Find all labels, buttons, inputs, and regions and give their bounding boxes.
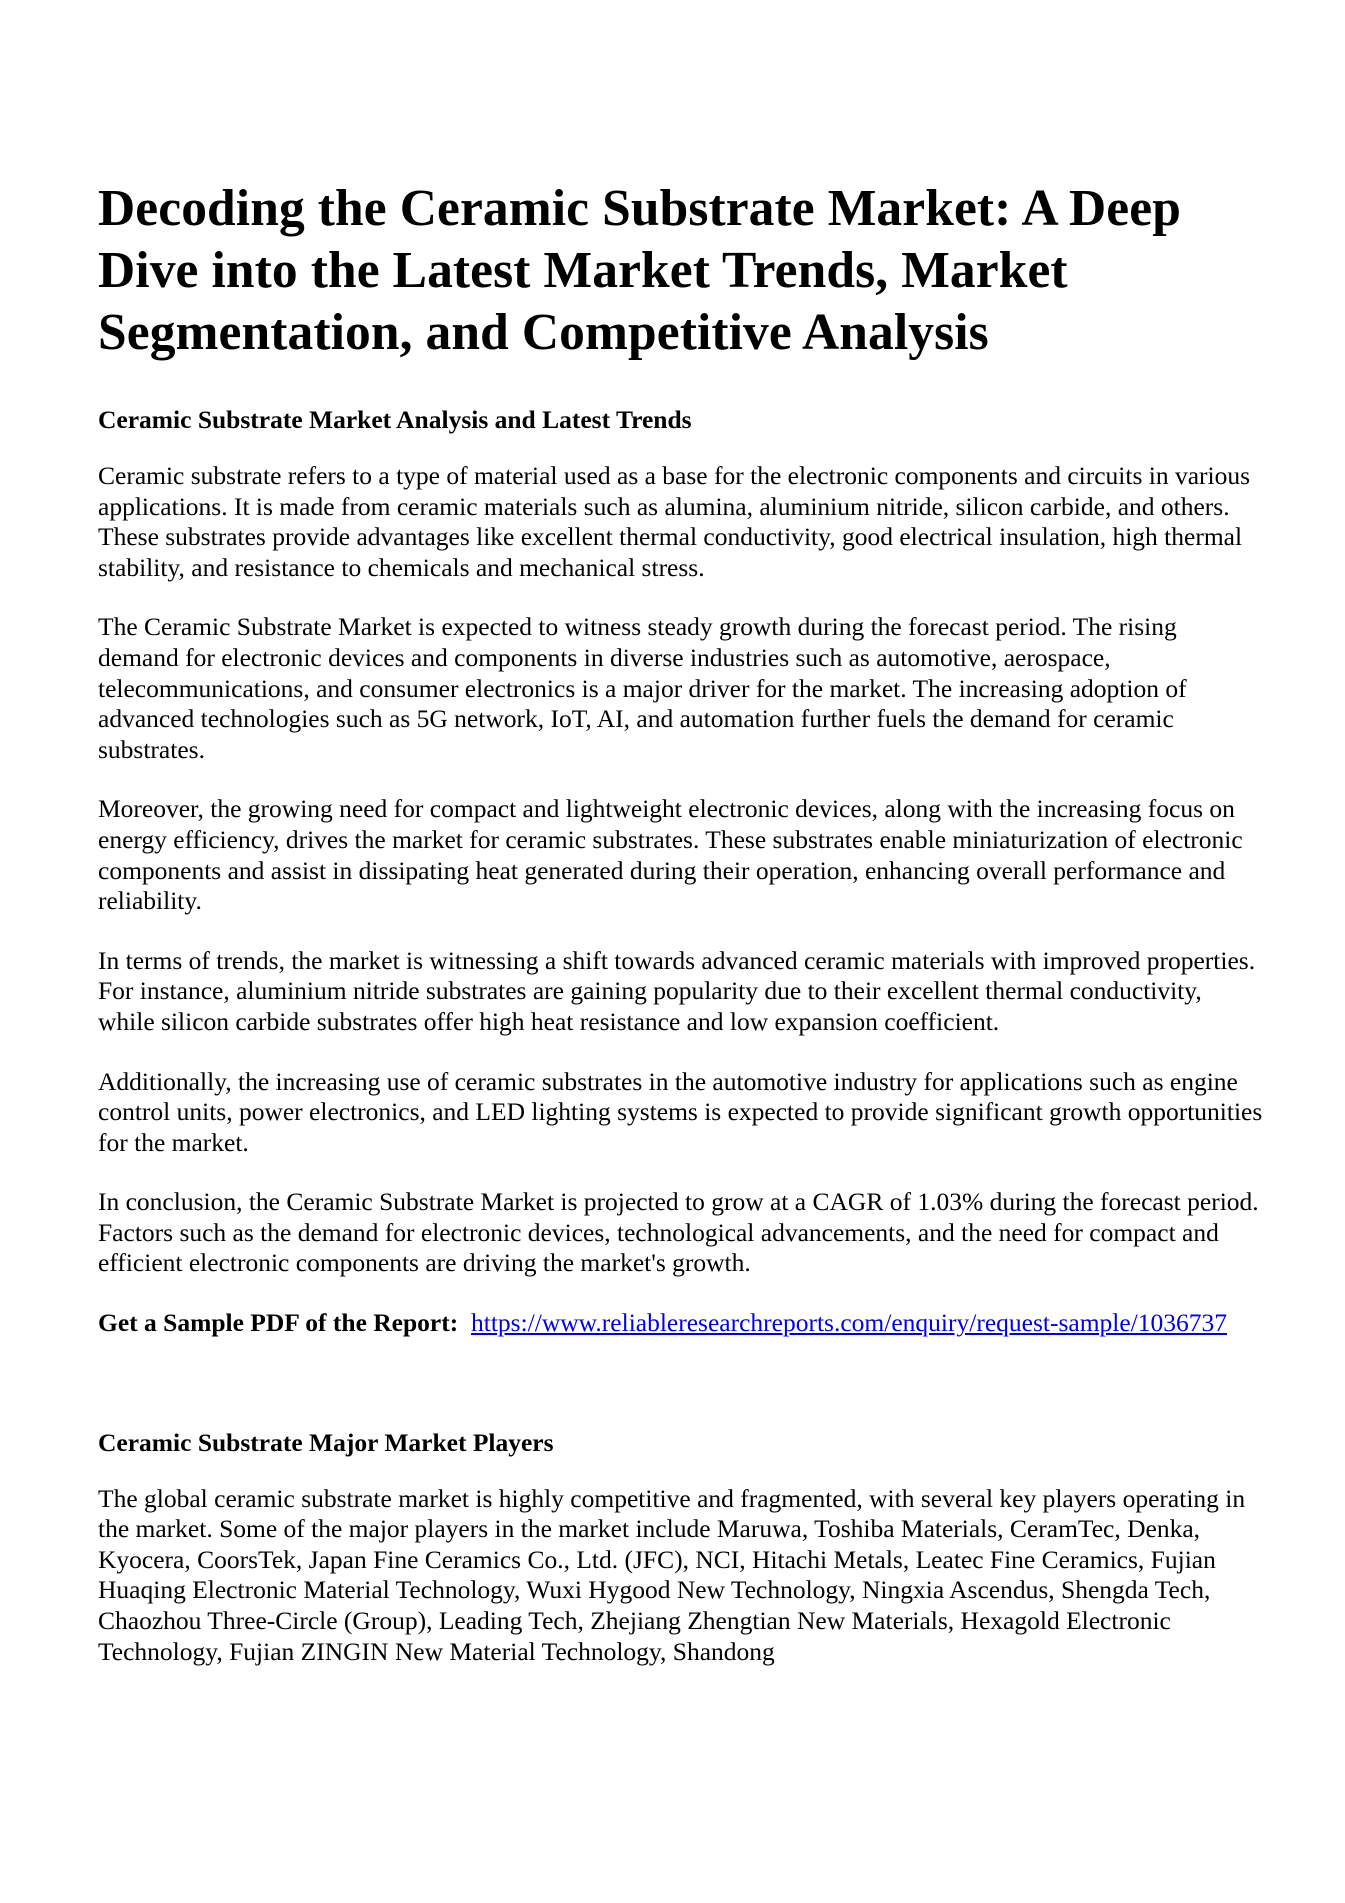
document-page (98, 178, 1263, 1696)
paragraph: Additionally, the increasing use of ceramic substrates in the automotive industry for applications such as engine control units, power electronics, and LED lighting systems is expected to provide significant growth opportunities for the market. (98, 1066, 1263, 1157)
page-title: Decoding the Ceramic Substrate Market: A Deep Dive into the Latest Market Trends, Market Segmentation, and Competitive Analysis (98, 180, 1181, 361)
paragraph: Ceramic substrate refers to a type of material used as a base for the electronic components and circuits in various applications. It is made from ceramic materials such as alumina, aluminium nitride, silicon carbide, and others. These substrates provide advantages like excellent thermal conductivity, good electrical insulation, high thermal stability, and resistance to chemicals and mechanical stress. (98, 461, 1251, 582)
section-heading-players: Ceramic Substrate Major Market Players (98, 1427, 554, 1457)
paragraph: Moreover, the growing need for compact and lightweight electronic devices, along with the increasing focus on energy efficiency, drives the market for ceramic substrates. These substrates enable miniaturization of electronic components and assist in dissipating heat generated during their operation, enhancing overall performance and reliability. (98, 794, 1243, 916)
paragraph: In terms of trends, the market is witnessing a shift towards advanced ceramic materials with improved properties. For instance, aluminium nitride substrates are gaining popularity due to their excellent thermal conductivity, while silicon carbide substrates offer high heat resistance and low expansion coefficient. (98, 945, 1256, 1036)
sample-pdf-label: Get a Sample PDF of the Report: (98, 1308, 459, 1338)
sample-pdf-line (98, 1308, 1263, 1339)
paragraph: The global ceramic substrate market is highly competitive and fragmented, with several key players operating in the market. Some of the major players in the market include Maruwa, Toshiba Materials, CeramTec, Denka, Kyocera, CoorsTek, Japan Fine Ceramics Co., Ltd. (JFC), NCI, Hitachi Metals, Leatec Fine Ceramics, Fujian Huaqing Electronic Material Technology, Wuxi Hygood New Technology, Ningxia Ascendus, Shengda Tech, Chaozhou Three-Circle (Group), Leading Tech, Zhejiang Zhengtian New Materials, Hexagold Electronic Technology, Fujian ZINGIN New Material Technology, Shandong (98, 1483, 1246, 1666)
paragraph: In conclusion, the Ceramic Substrate Market is projected to grow at a CAGR of 1.03% during the forecast period. Factors such as the demand for electronic devices, technological advancements, and the need for compact and efficient electronic components are driving the market's growth. (98, 1187, 1259, 1278)
paragraph: The Ceramic Substrate Market is expected to witness steady growth during the forecast period. The rising demand for electronic devices and components in diverse industries such as automotive, aerospace, telecommunications, and consumer electronics is a major driver for the market. The increasing adoption of advanced technologies such as 5G network, IoT, AI, and automation further fuels the demand for ceramic substrates. (98, 612, 1187, 764)
sample-pdf-link[interactable]: https://www.reliableresearchreports.com/enquiry/request-sample/1036737 (470, 1308, 1228, 1338)
section-heading-analysis: Ceramic Substrate Market Analysis and Latest Trends (98, 405, 692, 434)
